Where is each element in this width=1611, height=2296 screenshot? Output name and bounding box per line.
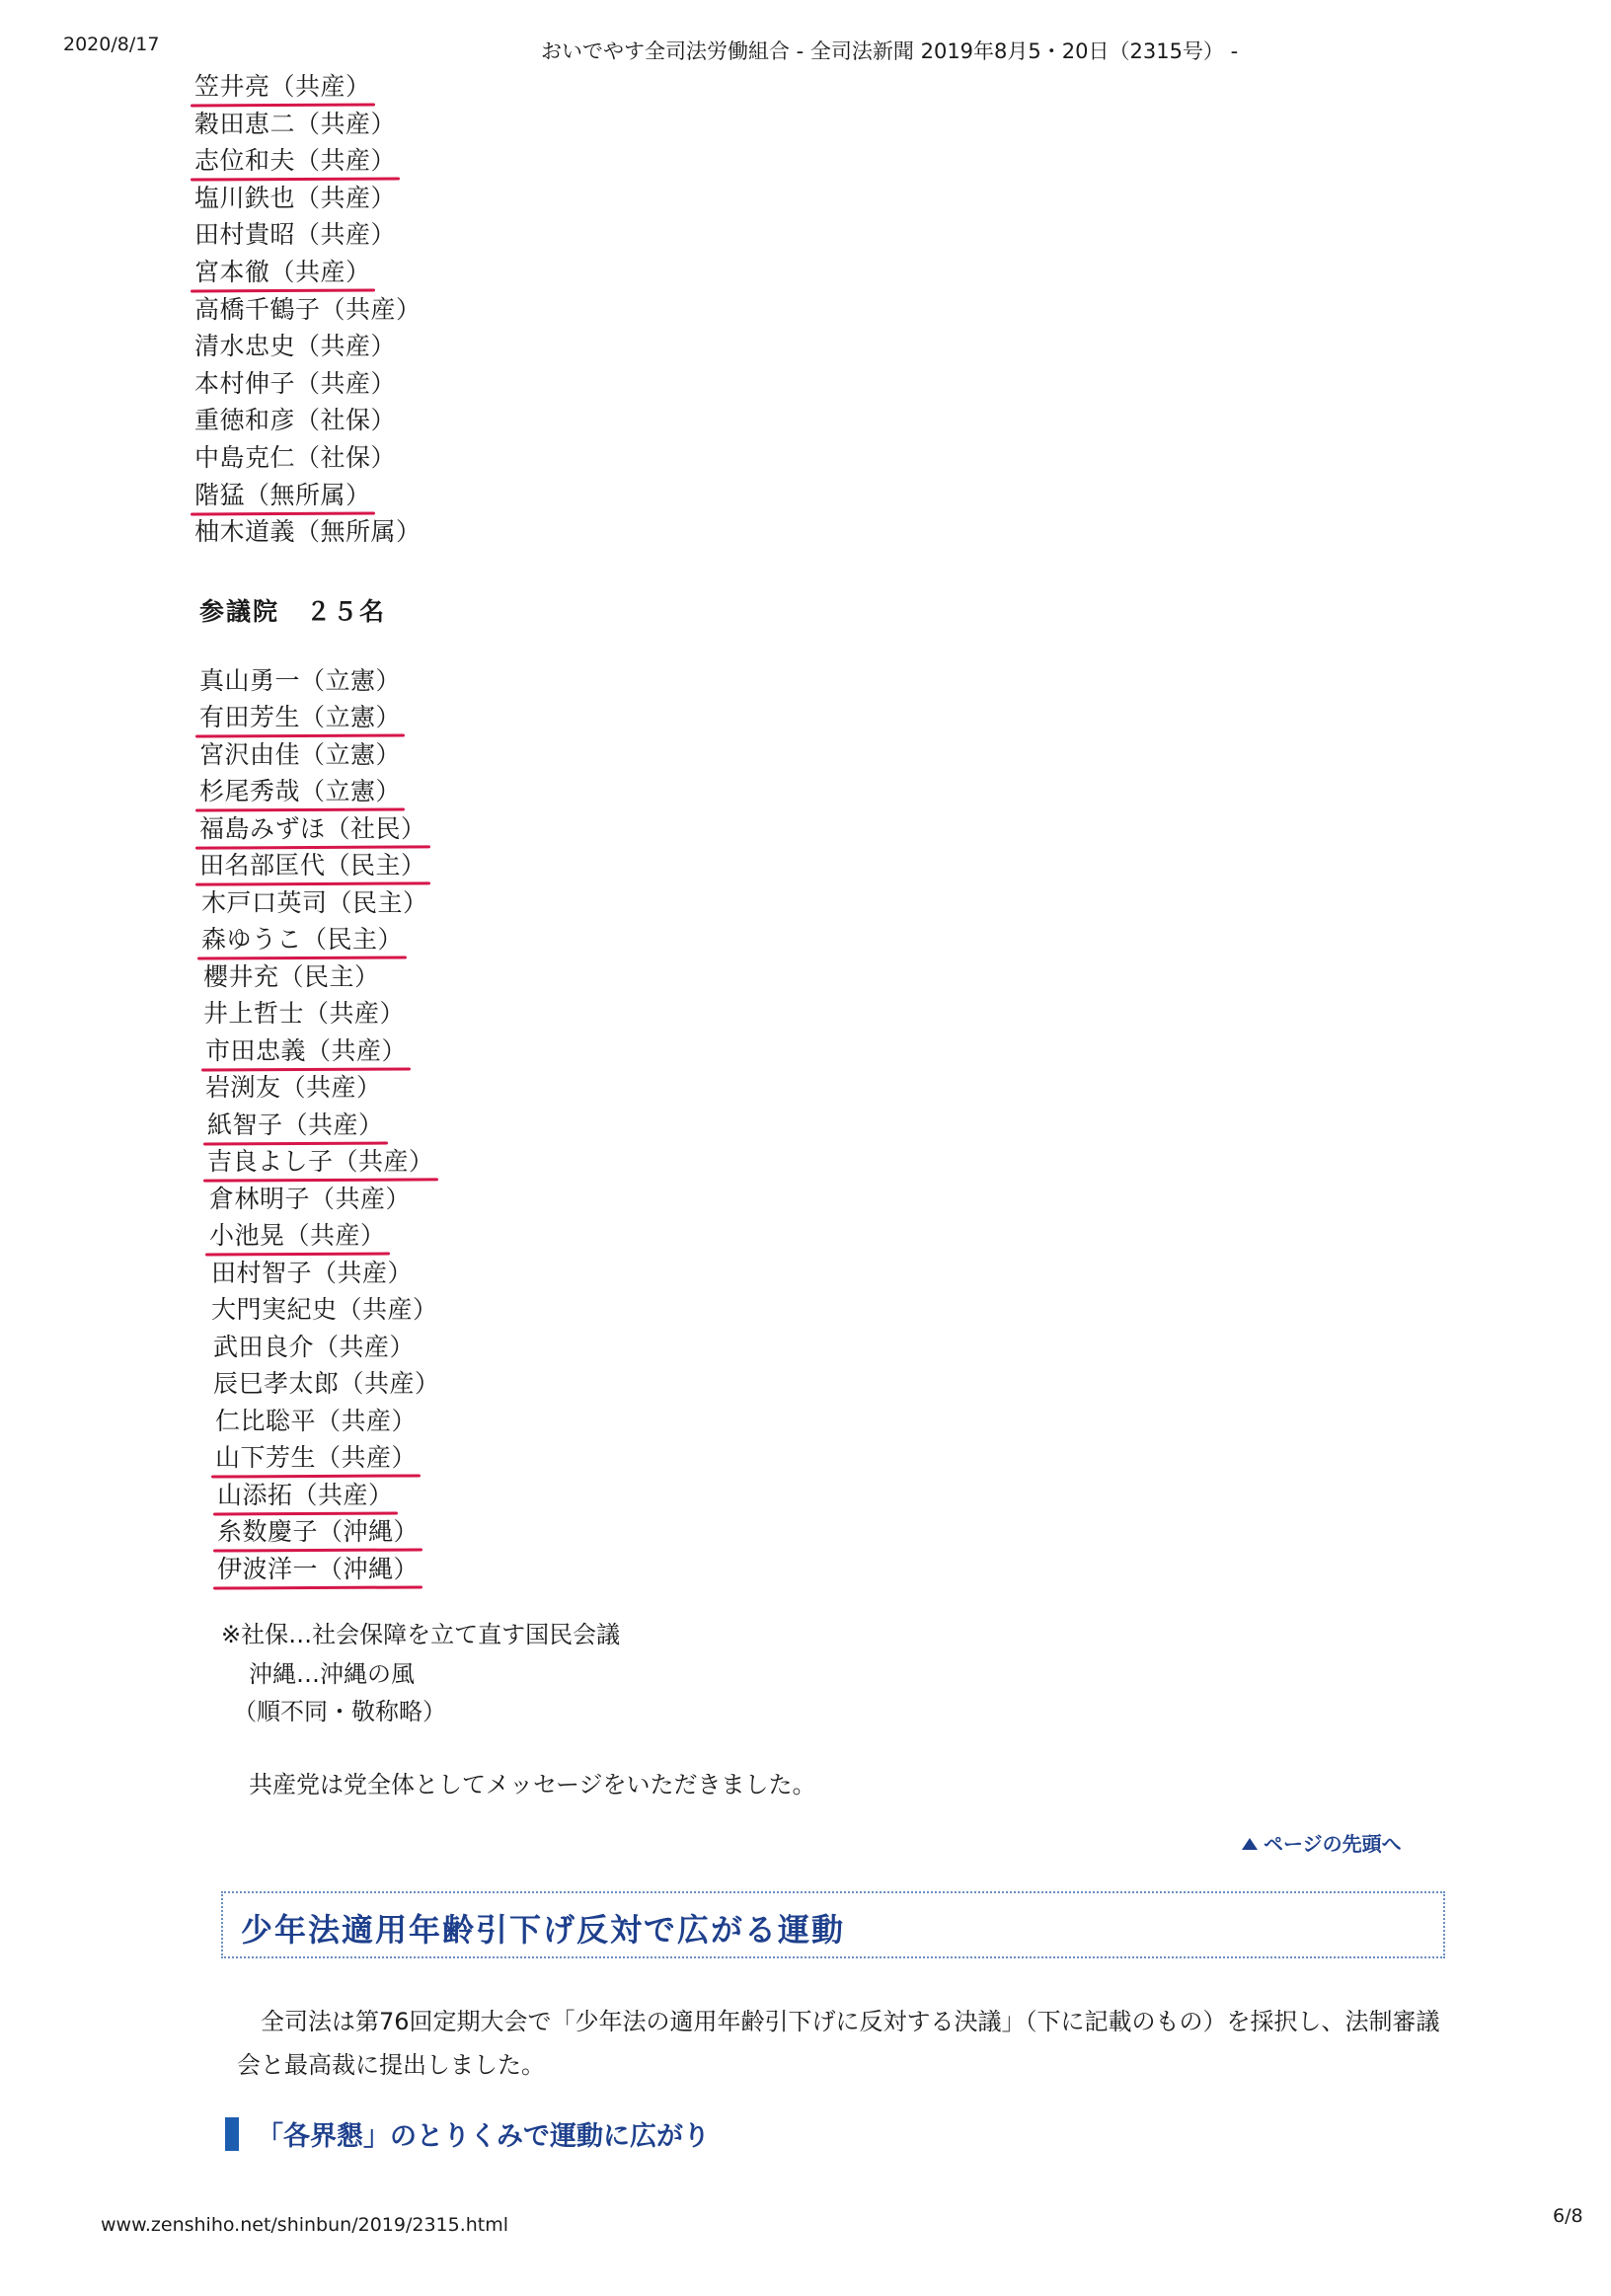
sangiin-name: 岩渕友（共産） xyxy=(205,1073,382,1102)
page-title: おいでやす全司法労働組合 - 全司法新聞 2019年8月5・20日（2315号） - xyxy=(541,39,1239,63)
shugiin-name: 重徳和彦（社保） xyxy=(194,406,397,434)
subheading-text: 「各界懇」のとりくみで運動に広がり xyxy=(257,2121,710,2152)
shugiin-name: 塩川鉄也（共産） xyxy=(194,184,397,212)
sangiin-name: 倉林明子（共産） xyxy=(209,1185,412,1213)
shugiin-name: 穀田恵二（共産） xyxy=(194,110,397,138)
subheading xyxy=(225,2114,710,2153)
shugiin-name: 志位和夫（共産） xyxy=(194,146,397,175)
sangiin-name: 森ゆうこ（民主） xyxy=(201,925,404,954)
shugiin-name: 笠井亮（共産） xyxy=(194,72,371,101)
shugiin-name: 本村伸子（共産） xyxy=(194,369,397,398)
note-shaho: ※社保…社会保障を立て直す国民会議 xyxy=(221,1621,621,1648)
sangiin-name: 武田良介（共産） xyxy=(213,1333,416,1361)
sangiin-name: 山下芳生（共産） xyxy=(215,1443,418,1472)
shugiin-name: 柚木道義（無所属） xyxy=(194,517,422,546)
shugiin-name: 中島克仁（社保） xyxy=(194,443,397,472)
shugiin-name: 宮本徹（共産） xyxy=(194,258,371,286)
sangiin-name: 辰巳孝太郎（共産） xyxy=(213,1369,440,1398)
sangiin-heading: 参議院 ２５名 xyxy=(199,597,387,626)
sangiin-name: 市田忠義（共産） xyxy=(205,1036,408,1065)
print-date: 2020/8/17 xyxy=(63,34,160,55)
sangiin-name: 木戸口英司（民主） xyxy=(201,888,428,917)
shugiin-name: 田村貴昭（共産） xyxy=(194,220,397,249)
sangiin-name: 田名部匡代（民主） xyxy=(199,851,426,880)
sangiin-name: 小池晃（共産） xyxy=(209,1221,386,1250)
sangiin-name: 吉良よし子（共産） xyxy=(207,1147,434,1176)
shugiin-name: 清水忠史（共産） xyxy=(194,332,397,360)
sangiin-name: 福島みずほ（社民） xyxy=(199,814,426,843)
heading-bar-icon xyxy=(225,2117,239,2151)
sangiin-name: 紙智子（共産） xyxy=(207,1110,384,1139)
sangiin-name: 伊波洋一（沖縄） xyxy=(217,1555,420,1583)
note-kyosan-message: 共産党は党全体としてメッセージをいただきました。 xyxy=(249,1771,816,1799)
shugiin-name: 階猛（無所属） xyxy=(194,481,371,509)
sangiin-name: 杉尾秀哉（立憲） xyxy=(199,777,402,805)
sangiin-name: 櫻井充（民主） xyxy=(203,962,380,991)
sangiin-name: 田村智子（共産） xyxy=(211,1259,414,1287)
sangiin-name: 糸数慶子（沖縄） xyxy=(217,1517,420,1546)
sangiin-name: 真山勇一（立憲） xyxy=(199,666,402,695)
section-title: 少年法適用年齢引下げ反対で広がる運動 xyxy=(241,1911,846,1949)
note-order: （順不同・敬称略） xyxy=(233,1698,446,1725)
sangiin-name: 山添拓（共産） xyxy=(217,1481,394,1509)
shugiin-name: 高橋千鶴子（共産） xyxy=(194,295,422,324)
sangiin-name: 井上哲士（共産） xyxy=(203,999,406,1028)
page-top-label: ページの先頭へ xyxy=(1264,1832,1402,1856)
section-paragraph: 全司法は第76回定期大会で「少年法の適用年齢引下げに反対する決議」（下に記載のもの）を採択し、法制審議会と最高裁に提出しました。 xyxy=(237,2008,1440,2079)
section-title-box xyxy=(221,1891,1445,1958)
up-triangle-icon xyxy=(1242,1838,1258,1850)
sangiin-name: 宮沢由佳（立憲） xyxy=(199,740,402,769)
sangiin-name: 大門実紀史（共産） xyxy=(211,1295,438,1324)
sangiin-name: 仁比聡平（共産） xyxy=(215,1407,418,1435)
sangiin-name: 有田芳生（立憲） xyxy=(199,703,402,731)
note-okinawa: 沖縄…沖縄の風 xyxy=(249,1660,415,1688)
page-top-link[interactable] xyxy=(1242,1828,1402,1857)
footer-url: www.zenshiho.net/shinbun/2019/2315.html xyxy=(101,2214,509,2236)
footer-page-number: 6/8 xyxy=(1553,2205,1583,2227)
